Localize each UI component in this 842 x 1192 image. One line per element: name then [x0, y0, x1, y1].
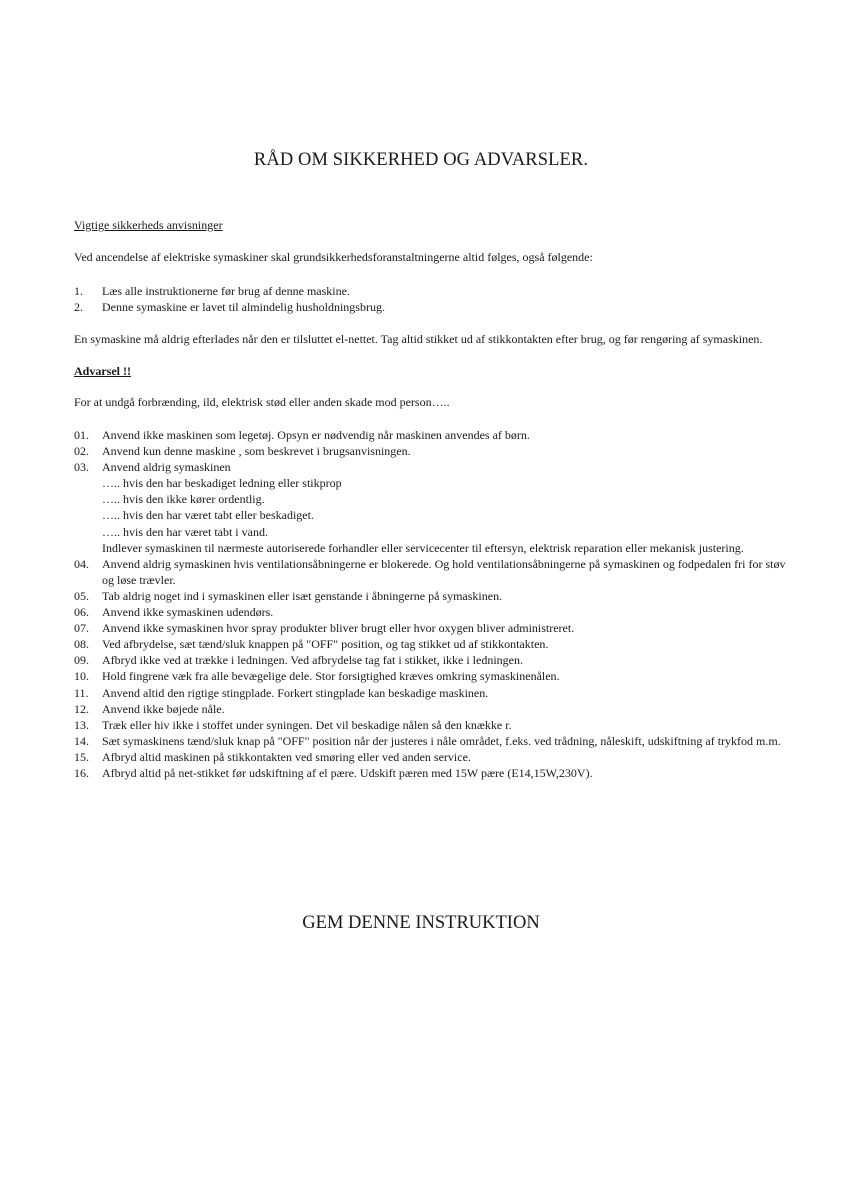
warning-item [74, 588, 796, 604]
warning-item-text: Anvend altid den rigtige stingplade. Forkert stingplade kan beskadige maskinen. [102, 685, 489, 700]
intro-paragraph: Ved ancendelse af elektriske symaskiner skal grundsikkerhedsforanstaltningerne altid følges, også følgende: [74, 250, 593, 264]
warning-item [74, 475, 796, 491]
footer-title: GEM DENNE INSTRUKTION [302, 913, 540, 933]
numbered-list [74, 283, 796, 315]
warning-heading: Advarsel !! [74, 364, 131, 378]
warning-item [74, 765, 796, 781]
warning-item-number: 12. [74, 701, 89, 716]
list-item [74, 283, 796, 299]
warning-item-text: Afbryd altid på net-stikket før udskiftning af el pære. Udskift pæren med 15W pære (E14,15W,230V). [102, 765, 593, 780]
warning-item-text: Sæt symaskinens tænd/sluk knap på "OFF" position når der justeres i nåle området, f.eks. ved trådning, nåleskift, udskiftning af trykfod m.m. [102, 733, 781, 748]
warning-item [74, 427, 796, 443]
warning-item-text: Afbryd altid maskinen på stikkontakten ved smøring eller ved anden service. [102, 749, 471, 764]
warning-item-number: 01. [74, 428, 89, 442]
warning-item [74, 443, 796, 459]
warning-item-number: 05. [74, 588, 89, 603]
warning-item [74, 540, 796, 556]
warning-item-number: 13. [74, 717, 89, 732]
warning-item-number: 10. [74, 669, 89, 684]
warning-list [74, 427, 796, 781]
warning-item-number: 02. [74, 444, 89, 459]
warning-item-number: 06. [74, 605, 89, 620]
warning-item-text: Anvend ikke bøjede nåle. [102, 701, 225, 716]
warning-item [74, 604, 796, 620]
warning-item-number: 07. [74, 621, 89, 636]
page-title: RÅD OM SIKKERHED OG ADVARSLER. [253, 150, 589, 170]
warning-item-text: Anvend ikke symaskinen udendørs. [102, 605, 274, 620]
warning-item [74, 668, 796, 684]
list-item [74, 299, 796, 315]
warning-item-text: Hold fingrene væk fra alle bevægelige dele. Stor forsigtighed kræves omkring symaskinenålen. [102, 669, 560, 684]
warning-item-text: Anvend ikke maskinen som legetøj. Opsyn er nødvendig når maskinen anvendes af børn. [102, 428, 530, 442]
warning-item [74, 685, 796, 701]
warning-item-number: 08. [74, 637, 89, 652]
list-item-text: Læs alle instruktionerne før brug af denne maskine. [102, 284, 350, 298]
warning-item [74, 524, 796, 540]
warning-item [74, 701, 796, 717]
safety-subheading: Vigtige sikkerheds anvisninger [74, 218, 223, 232]
warning-item-number: 09. [74, 653, 89, 668]
warning-item-number [74, 507, 102, 523]
warning-item [74, 556, 796, 588]
warning-item [74, 717, 796, 733]
warning-item-number [74, 540, 102, 556]
warning-item [74, 652, 796, 668]
warning-item-number: 11. [74, 685, 89, 700]
warning-item-number: 03. [74, 460, 89, 475]
warning-item-text: Indlever symaskinen til nærmeste autoriserede forhandler eller servicecenter til eftersyn, elektrisk reparation eller mekanisk justering. [102, 540, 744, 555]
warning-item-text: ….. hvis den har været tabt eller beskadiget. [102, 508, 314, 523]
warning-item-number [74, 491, 102, 507]
list-item-text: Denne symaskine er lavet til almindelig husholdningsbrug. [102, 300, 385, 314]
warning-item-number: 04. [74, 556, 89, 571]
warning-item [74, 620, 796, 636]
warning-item [74, 749, 796, 765]
warning-item-text: ….. hvis den har været tabt i vand. [102, 524, 268, 539]
warning-item-text: Afbryd ikke ved at trække i ledningen. Ved afbrydelse tag fat i stikket, ikke i ledningen. [102, 653, 524, 668]
warning-item-text: Ved afbrydelse, sæt tænd/sluk knappen på "OFF" position, og tag stikket ud af stikkontakten. [102, 637, 549, 652]
warning-item [74, 733, 796, 749]
warning-item-text: Anvend aldrig symaskinen [102, 460, 231, 475]
warning-item-text: Anvend kun denne maskine , som beskrevet i brugsanvisningen. [102, 444, 411, 459]
warning-item-text: ….. hvis den ikke kører ordentlig. [102, 492, 265, 507]
warning-item-text: Tab aldrig noget ind i symaskinen eller isæt genstande i åbningerne på symaskinen. [102, 588, 503, 603]
warning-item [74, 459, 796, 475]
unattended-paragraph: En symaskine må aldrig efterlades når den er tilsluttet el-nettet. Tag altid stikket ud af stikkontakten efter brug, og før rengøring af symaskinen. [74, 332, 763, 346]
warning-item-text: ….. hvis den har beskadiget ledning eller stikprop [102, 476, 342, 491]
warning-item-number: 15. [74, 749, 89, 764]
warning-lead: For at undgå forbrænding, ild, elektrisk stød eller anden skade mod person….. [74, 395, 450, 409]
warning-item-number [74, 524, 102, 540]
document-body [74, 217, 796, 781]
warning-item [74, 491, 796, 507]
list-item-number: 1. [74, 284, 83, 298]
warning-item-number: 16. [74, 765, 89, 780]
warning-item-number: 14. [74, 733, 89, 748]
warning-item-number [74, 475, 102, 491]
warning-item-text: Træk eller hiv ikke i stoffet under syningen. Det vil beskadige nålen så den knække r. [102, 717, 512, 732]
warning-item [74, 636, 796, 652]
list-item-number: 2. [74, 300, 83, 314]
warning-item-text: Anvend ikke symaskinen hvor spray produkter bliver brugt eller hvor oxygen bliver administreret. [102, 621, 575, 636]
warning-item-text: Anvend aldrig symaskinen hvis ventilationsåbningerne er blokerede. Og hold ventilationsåbningerne på symaskinen og fodpedalen fri for støv og løse trævler. [102, 556, 786, 587]
warning-item [74, 507, 796, 523]
